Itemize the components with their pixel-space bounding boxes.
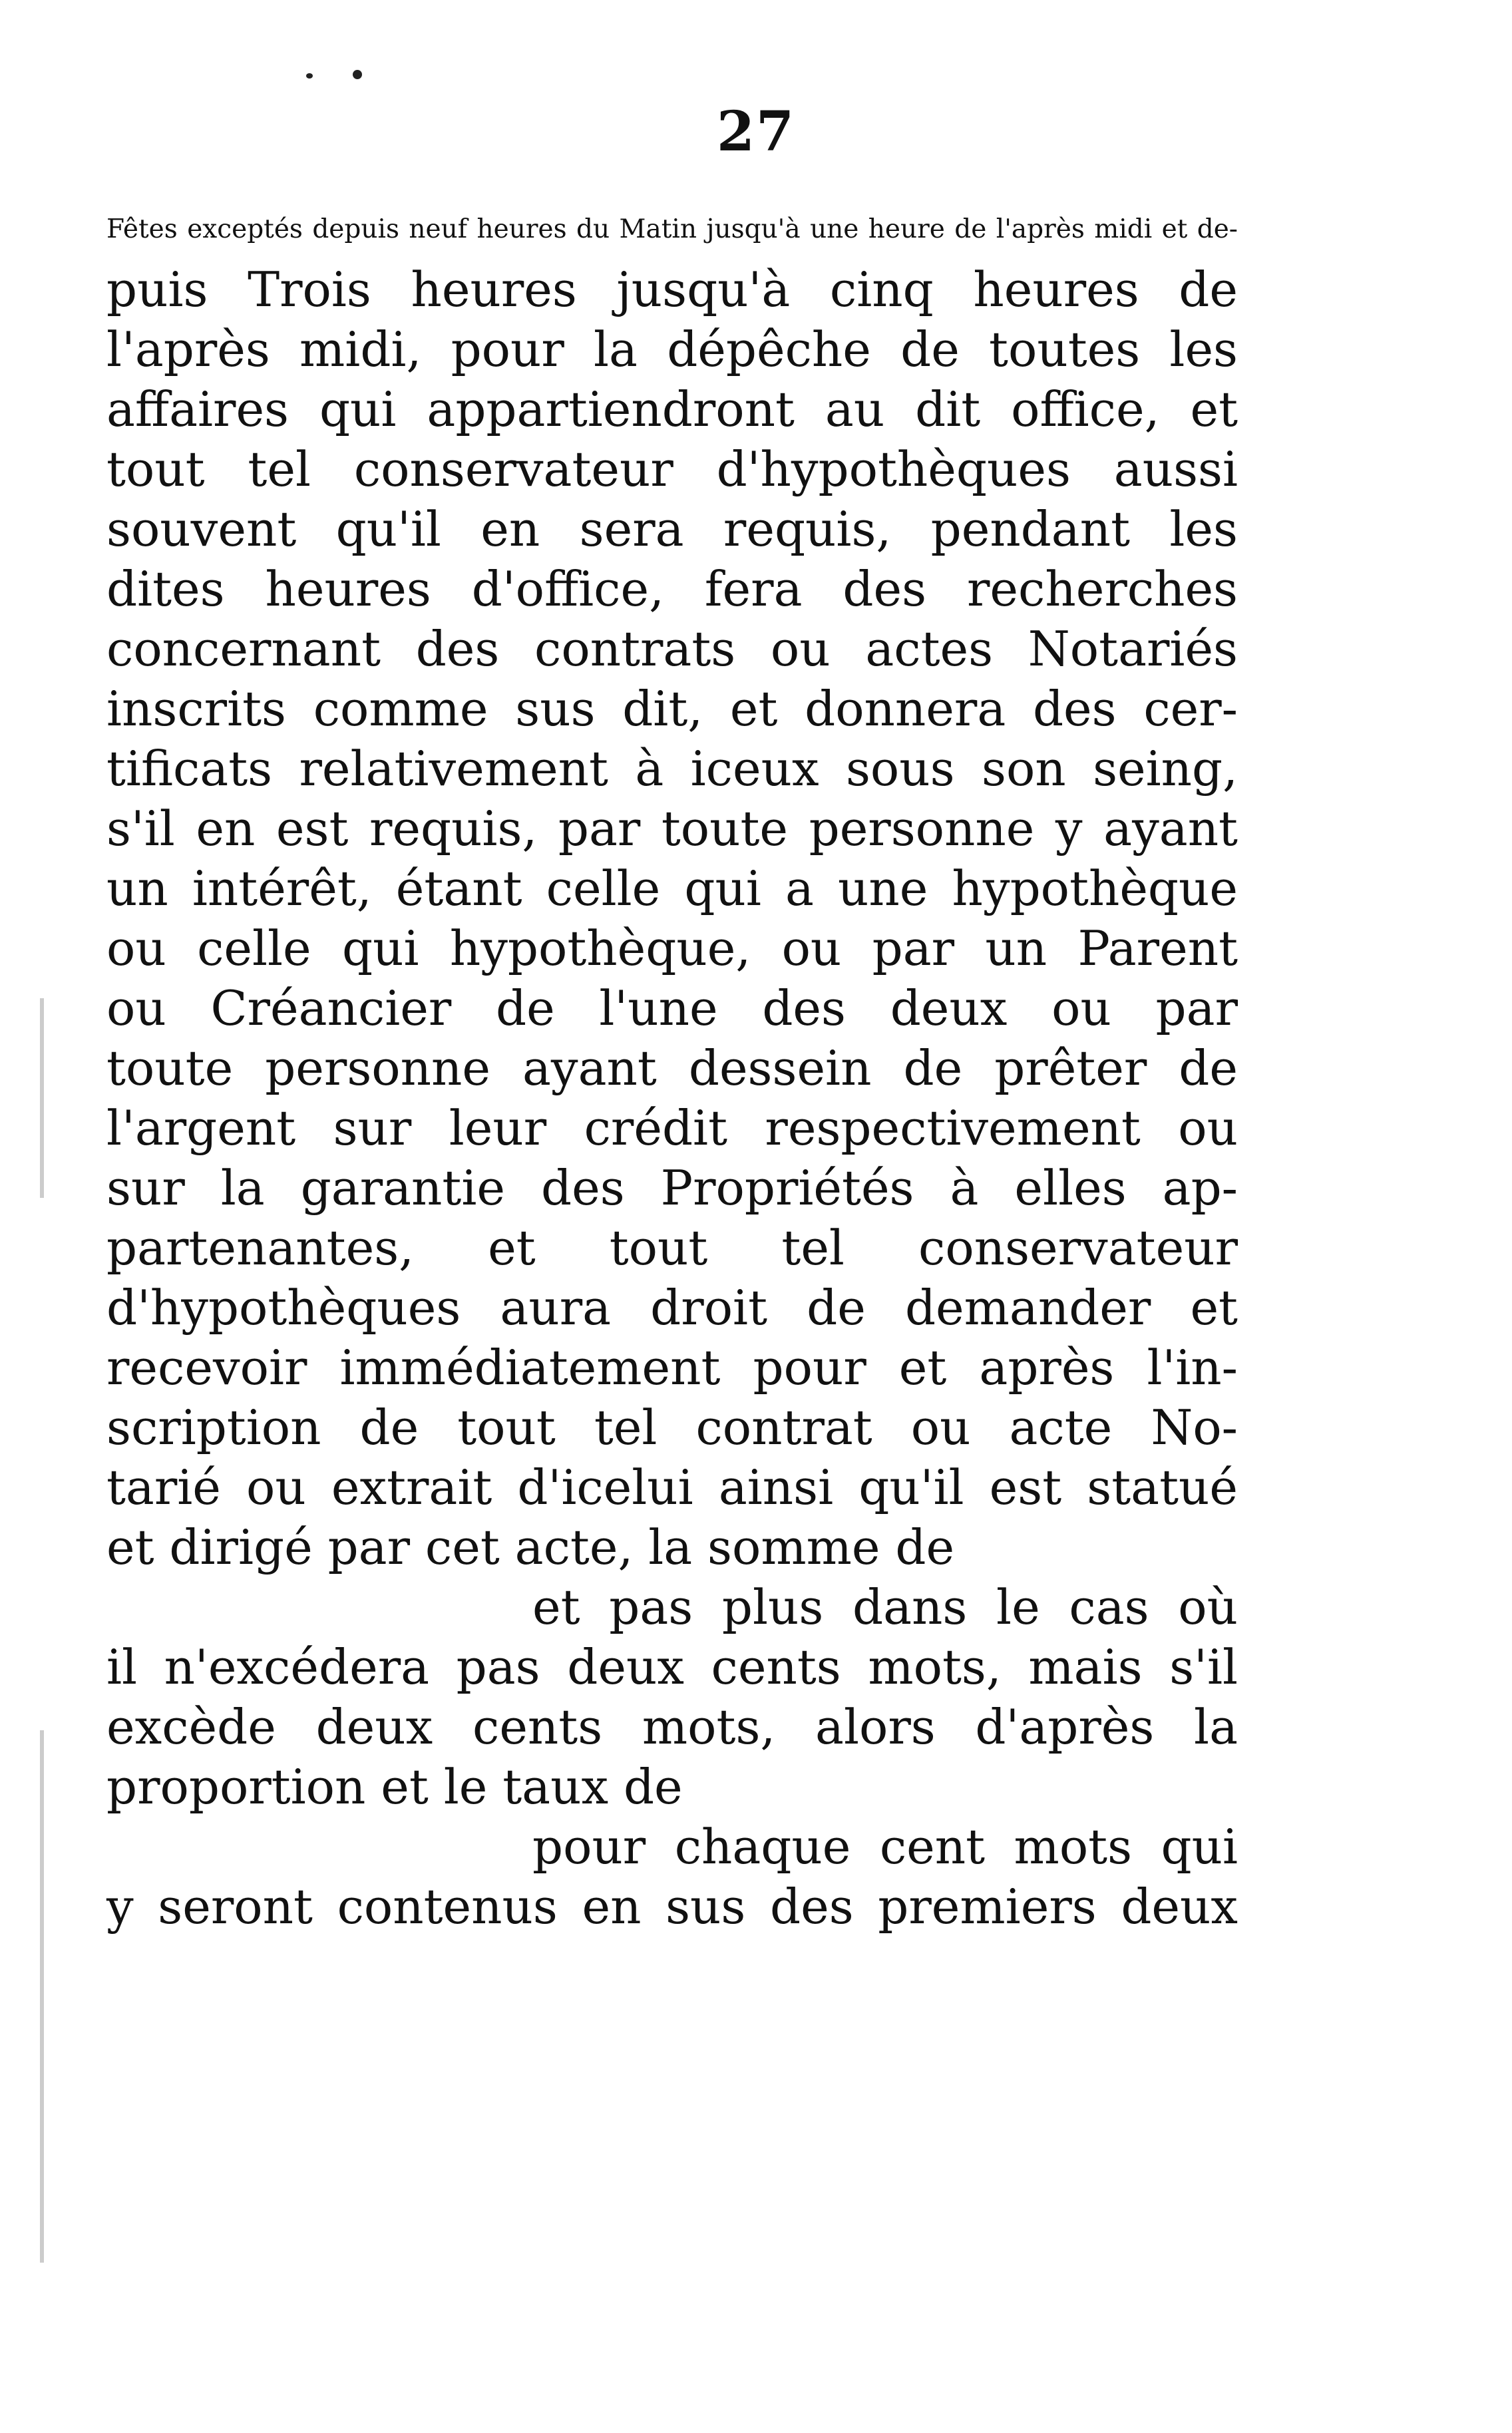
text-line: l'après midi, pour la dépêche de toutes les — [106, 321, 1238, 377]
text-line: et dirigé par cet acte, la somme de — [106, 1519, 955, 1575]
text-line: concernant des contrats ou actes Notariés — [106, 621, 1238, 677]
text-line: proportion et le taux de — [106, 1759, 683, 1815]
text-line: affaires qui appartiendront au dit office, et — [106, 381, 1238, 437]
text-line: toute personne ayant dessein de prêter de — [106, 1040, 1238, 1096]
ink-speck — [353, 70, 362, 79]
margin-mark — [40, 1730, 44, 2263]
margin-mark — [40, 998, 44, 1198]
text-line: y seront contenus en sus des premiers deux — [106, 1879, 1238, 1935]
body-text — [106, 200, 1238, 1937]
text-line: ou celle qui hypothèque, ou par un Parent — [106, 920, 1238, 976]
text-line: dites heures d'office, fera des recherches — [106, 561, 1238, 617]
text-line: il n'excédera pas deux cents mots, mais s'il — [106, 1639, 1238, 1695]
text-line: d'hypothèques aura droit de demander et — [106, 1280, 1238, 1336]
text-line: tificats relativement à iceux sous son seing, — [106, 741, 1238, 797]
text-line: s'il en est requis, par toute personne y ayant — [106, 801, 1238, 856]
ink-speck — [306, 73, 313, 79]
text-line: souvent qu'il en sera requis, pendant les — [106, 501, 1238, 557]
text-line: excède deux cents mots, alors d'après la — [106, 1699, 1238, 1755]
text-line: puis Trois heures jusqu'à cinq heures de — [106, 262, 1238, 317]
text-line: un intérêt, étant celle qui a une hypothèque — [106, 860, 1238, 916]
text-line: tout tel conservateur d'hypothèques aussi — [106, 441, 1238, 497]
text-line: partenantes, et tout tel conservateur — [106, 1220, 1238, 1276]
text-line: scription de tout tel contrat ou acte No- — [106, 1400, 1238, 1455]
text-line: sur la garantie des Propriétés à elles ap- — [106, 1160, 1238, 1216]
text-line: ou Créancier de l'une des deux ou par — [106, 980, 1238, 1036]
page-number: 27 — [716, 100, 796, 164]
text-line: tarié ou extrait d'icelui ainsi qu'il est statué — [106, 1459, 1238, 1515]
text-line: Fêtes exceptés depuis neuf heures du Matin jusqu'à une heure de l'après midi et de- — [106, 214, 1238, 244]
text-line: inscrits comme sus dit, et donnera des cer- — [106, 681, 1238, 737]
text-line: et pas plus dans le cas où — [532, 1579, 1238, 1635]
text-line: pour chaque cent mots qui — [532, 1819, 1238, 1875]
text-line: l'argent sur leur crédit respectivement ou — [106, 1100, 1238, 1156]
text-line: recevoir immédiatement pour et après l'in- — [106, 1340, 1238, 1396]
